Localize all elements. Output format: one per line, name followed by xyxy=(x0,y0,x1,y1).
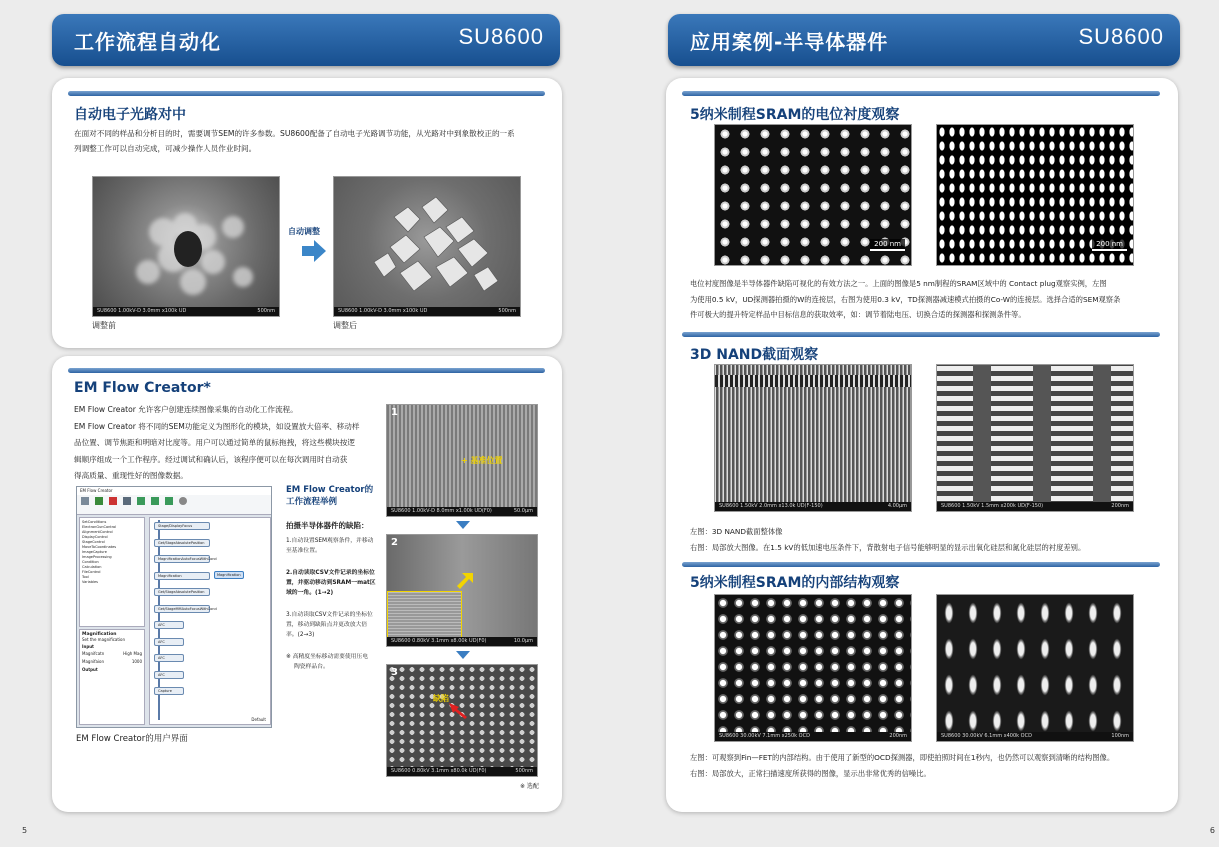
step3-number: 3 xyxy=(391,667,398,678)
page-right xyxy=(610,0,1219,847)
body-line: 为使用0.5 kV，UD探测器拍摄的W的连接层，右图为使用0.3 kV，TD探测器减速模式拍摄的Co-W的连接层。选择合适的SEM观察条 xyxy=(690,294,1121,304)
panel-row[interactable] xyxy=(82,651,142,656)
sram-structure-heading: 5纳米制程SRAM的内部结构观察 xyxy=(690,575,900,591)
blurred-crystals xyxy=(93,177,281,318)
step-line: 置，移动到缺陷点并更改放大倍 xyxy=(286,622,368,628)
em-flow-body xyxy=(74,402,374,485)
body-line: 得高质量、重现性好的图像数据。 xyxy=(74,471,188,480)
after-info-bar xyxy=(334,307,520,316)
scalebar-right: 200 nm xyxy=(1092,239,1127,251)
ui-titlebar: EM Flow Creator xyxy=(77,487,271,495)
body-line: EM Flow Creator 将不同的SEM功能定义为图形化的模块，如设置放大倍率、移动样 xyxy=(74,421,360,431)
example-steps xyxy=(286,536,386,672)
scalebar-left: 200 nm xyxy=(870,239,905,251)
step-line: 至基准位置。 xyxy=(286,548,321,554)
log-icon[interactable] xyxy=(123,497,131,505)
after-info: SU8600 1.00kV-D 3.0mm x100k UD xyxy=(338,308,428,314)
before-info: SU8600 1.00kV-D 3.0mm x100k UD xyxy=(97,308,187,314)
ui-toolbar xyxy=(77,495,271,515)
row-value: High Mag xyxy=(123,651,142,656)
em-flow-heading: EM Flow Creator* xyxy=(74,380,211,396)
sram-left-scale: 200nm xyxy=(889,733,907,739)
stop-icon[interactable] xyxy=(109,497,117,505)
tree-item[interactable]: MoveToCoordinates xyxy=(82,545,117,549)
nand-right-info-bar xyxy=(937,502,1133,511)
down-arrow-icon xyxy=(456,651,470,659)
after-sem-image xyxy=(333,176,521,317)
before-caption: 调整前 xyxy=(92,321,116,330)
before-scale: 500nm xyxy=(257,308,275,314)
step2-number: 2 xyxy=(391,537,398,548)
step3-info: SU8600 0.80kV 3.1mm x80.0k UD(F0) xyxy=(391,768,487,774)
tree-item[interactable]: AlignmentControl xyxy=(82,530,113,534)
flow-node[interactable]: AFC xyxy=(154,621,184,629)
sram-pc-body xyxy=(690,276,1168,323)
sram-pc-right-image xyxy=(936,124,1134,266)
note-line: 陶瓷样品台。 xyxy=(294,664,329,670)
right-arrow-icon xyxy=(302,240,326,262)
step1-label xyxy=(461,455,503,466)
file-icon[interactable] xyxy=(81,497,89,505)
body-line: 在面对不同的样品和分析目的时，需要调节SEM的许多参数。SU8600配备了自动电子光路调节功能，从光路对中到象散校正的一系 xyxy=(74,129,515,138)
flow-node[interactable]: AFC xyxy=(154,654,184,662)
step2-scale: 10.0μm xyxy=(513,638,533,644)
flow-node[interactable]: Magnification xyxy=(154,572,210,580)
after-caption: 调整后 xyxy=(333,321,357,330)
step-line: 3.自动读取CSV文件记录的坐标位 xyxy=(286,612,373,618)
step2-highlight-box xyxy=(387,591,462,639)
sram-structure-body xyxy=(690,750,1168,782)
step-line: 域的一角。(1→2) xyxy=(286,590,334,596)
panel-title: Magnification xyxy=(82,632,117,637)
step1-scale: 50.0μm xyxy=(513,508,533,514)
nand-top-layer xyxy=(715,375,911,387)
row-label: Magnifcatn xyxy=(82,651,105,656)
ui-status: Default xyxy=(251,717,266,722)
nand-left-scale: 4.00μm xyxy=(887,503,907,509)
after-scale: 500nm xyxy=(498,308,516,314)
tree-item[interactable]: DisplayControl xyxy=(82,535,108,539)
row-value: 1000 xyxy=(131,659,142,664)
page-number-right: 6 xyxy=(1209,826,1215,835)
tree-item[interactable]: StageControl xyxy=(82,540,105,544)
play-icon[interactable] xyxy=(95,497,103,505)
sram-structure-left-image xyxy=(714,594,912,742)
step-line: 率。(2→3) xyxy=(286,632,315,638)
page-left xyxy=(0,0,609,847)
flow-node[interactable]: Stage/DisplayFocus xyxy=(154,522,210,530)
left-header xyxy=(52,14,560,66)
right-header xyxy=(668,14,1180,66)
ui-property-panel xyxy=(79,629,145,725)
example-sub: 拍摄半导体器件的缺陷： xyxy=(286,521,369,530)
em-flow-ui-screenshot xyxy=(76,486,272,728)
flow-node[interactable]: AFC xyxy=(154,671,184,679)
step1-info: SU8600 1.00kV-D 8.0mm x1.00k UD(F0) xyxy=(391,508,492,514)
nand-channel xyxy=(973,365,991,511)
flow-node[interactable]: Get/StageMMAutoFocusWithCond xyxy=(154,605,210,613)
tree-item[interactable]: ImageCapture xyxy=(82,550,107,554)
body-line: 件可极大的提升特定样品中目标信息的获取效率，如：调节着陆电压、切换合适的探测器和探测条件等。 xyxy=(690,310,1026,319)
step3-sem-image xyxy=(386,664,538,777)
em-flow-card xyxy=(52,356,562,812)
flow-node[interactable]: Get/StageAbsolutePosition xyxy=(154,539,210,547)
nand-right-scale: 200nm xyxy=(1111,503,1129,509)
auto-alignment-heading: 自动电子光路对中 xyxy=(74,107,186,123)
step2-sem-image xyxy=(386,534,538,647)
down-arrow-icon xyxy=(456,521,470,529)
tree-item[interactable]: Calculation xyxy=(82,565,102,569)
gear-icon[interactable] xyxy=(179,497,187,505)
nand-channel xyxy=(1033,365,1051,511)
before-info-bar xyxy=(93,307,279,316)
left-header-model: SU8600 xyxy=(458,24,544,49)
step-line: 1.自动设置SEM观察条件，并移动 xyxy=(286,538,374,544)
panel-sub: Set the magnification xyxy=(82,637,126,642)
right-header-model: SU8600 xyxy=(1078,24,1164,49)
plus-icon: + xyxy=(461,456,471,465)
nand-left-info-bar xyxy=(715,502,911,511)
show-icon[interactable] xyxy=(151,497,159,505)
note-line: ※ 高精度坐标移动需要使用压电 xyxy=(286,654,369,660)
row-label: Magnifaion xyxy=(82,659,105,664)
yellow-arrow-icon xyxy=(457,573,473,589)
section-bar xyxy=(682,91,1160,96)
sram-right-info-bar xyxy=(937,732,1133,741)
nand-left-image xyxy=(714,364,912,512)
tree-item[interactable]: Tool xyxy=(82,575,89,579)
tree-item[interactable]: ImageProcessing xyxy=(82,555,112,559)
section-bar xyxy=(682,562,1160,567)
applications-card xyxy=(666,78,1178,812)
body-line: EM Flow Creator 允许客户创建连续图像采集的自动化工作流程。 xyxy=(74,405,298,414)
step1-sem-image xyxy=(386,404,538,517)
nand-right-image xyxy=(936,364,1134,512)
flow-node-tag[interactable]: Magnification xyxy=(214,571,244,579)
right-header-title: 应用案例-半导体器件 xyxy=(690,30,889,54)
example-title xyxy=(286,484,373,508)
step1-number: 1 xyxy=(391,407,398,418)
step3-label: 缺陷 xyxy=(433,694,449,703)
sram-pc-heading: 5纳米制程SRAM的电位衬度观察 xyxy=(690,107,900,123)
grid-icon[interactable] xyxy=(165,497,173,505)
panel-row[interactable] xyxy=(82,659,142,664)
example-title-line: EM Flow Creator的 xyxy=(286,485,374,495)
body-line: 右图：局部放大，正常扫描速度所获得的图像，显示出非常优秀的信噪比。 xyxy=(690,769,931,778)
nand-heading: 3D NAND截面观察 xyxy=(690,347,819,363)
red-arrow-icon xyxy=(449,703,467,719)
body-line: 辑顺序组成一个工作程序。经过调试和确认后，该程序便可以在每次调用时自动获 xyxy=(74,454,348,464)
sram-left-info: SU8600 30.00kV 7.1mm x250k OCD xyxy=(719,733,810,739)
section-bar xyxy=(68,368,545,373)
step1-info-bar xyxy=(387,507,537,516)
tree-item[interactable]: ElectronGunControl xyxy=(82,525,117,529)
left-header-title: 工作流程自动化 xyxy=(74,30,221,54)
tree-item[interactable]: Condition xyxy=(82,560,99,564)
step3-info-bar xyxy=(387,767,537,776)
section-bar xyxy=(682,332,1160,337)
panel-input-label: Input xyxy=(82,644,94,649)
tree-item[interactable]: SetConditions xyxy=(82,520,107,524)
step-line: 置，并驱动移动到SRAM一mat区 xyxy=(286,580,376,586)
sram-structure-right-image xyxy=(936,594,1134,742)
body-line: 列调整工作可以自动完成，可减少操作人员作业时间。 xyxy=(74,144,257,153)
page-number-left: 5 xyxy=(22,826,28,835)
sram-pc-left-image xyxy=(714,124,912,266)
auto-alignment-body xyxy=(74,126,554,156)
flow-node[interactable]: Get/StageAbsolutePosition xyxy=(154,588,210,596)
section-bar xyxy=(68,91,545,96)
step2-info: SU8600 0.80kV 3.1mm x8.00k UD(F0) xyxy=(391,638,487,644)
optional-note: ※ 选配 xyxy=(520,783,539,790)
example-title-line: 工作流程举例 xyxy=(286,497,338,507)
sram-right-scale: 100nm xyxy=(1111,733,1129,739)
arrow-label: 自动调整 xyxy=(288,227,320,236)
step-line: 2.自动读取CSV文件记录的坐标位 xyxy=(286,570,375,576)
body-line: 左图：3D NAND截面整体像 xyxy=(690,527,783,536)
step2-info-bar xyxy=(387,637,537,646)
nand-left-info: SU8600 1.50kV 2.0mm x13.0k UD(F-150) xyxy=(719,503,823,509)
flow-node[interactable]: AFC xyxy=(154,638,184,646)
step3-scale: 500nm xyxy=(515,768,533,774)
body-line: 右图：局部放大图像。在1.5 kV的低加速电压条件下，背散射电子信号能够明显的显示出氧化硅层和氮化硅层的衬度差别。 xyxy=(690,543,1086,552)
tree-item[interactable]: FileControl xyxy=(82,570,101,574)
tree-item[interactable]: Variables xyxy=(82,580,98,584)
step1-label-text: 基准位置 xyxy=(470,456,503,465)
auto-alignment-card xyxy=(52,78,562,348)
nand-channel xyxy=(1093,365,1111,511)
nand-body xyxy=(690,524,1168,556)
body-line: 电位衬度图像是半导体器件缺陷可视化的有效方法之一。上面的图像是5 nm制程的SRAM区域中的 Contact plug观察实例，左图 xyxy=(690,279,1107,288)
flow-node[interactable]: MagnificationAutoFocusWithCond xyxy=(154,555,210,563)
flow-node[interactable]: Capture xyxy=(154,687,184,695)
nand-right-info: SU8600 1.50kV 1.5mm x200k UD(F-150) xyxy=(941,503,1044,509)
before-sem-image xyxy=(92,176,280,317)
sram-right-info: SU8600 30.00kV 6.1mm x400k OCD xyxy=(941,733,1032,739)
panel-output-label: Output xyxy=(82,667,98,672)
ui-caption: EM Flow Creator的用户界面 xyxy=(76,734,188,744)
ui-flow-canvas[interactable] xyxy=(149,517,271,725)
sram-left-info-bar xyxy=(715,732,911,741)
body-line: 左图：可观察到Fin—FET的内部结构。由于使用了新型的OCD探测器，即使拍照时间在1秒内，也仍然可以观察到清晰的结构图像。 xyxy=(690,753,1115,762)
ui-tree xyxy=(79,517,145,627)
edit-icon[interactable] xyxy=(137,497,145,505)
sharp-crystals xyxy=(334,177,522,318)
body-line: 品位置、调节焦距和明暗对比度等。用户可以通过简单的鼠标拖拽，将这些模块按逻 xyxy=(74,438,355,447)
